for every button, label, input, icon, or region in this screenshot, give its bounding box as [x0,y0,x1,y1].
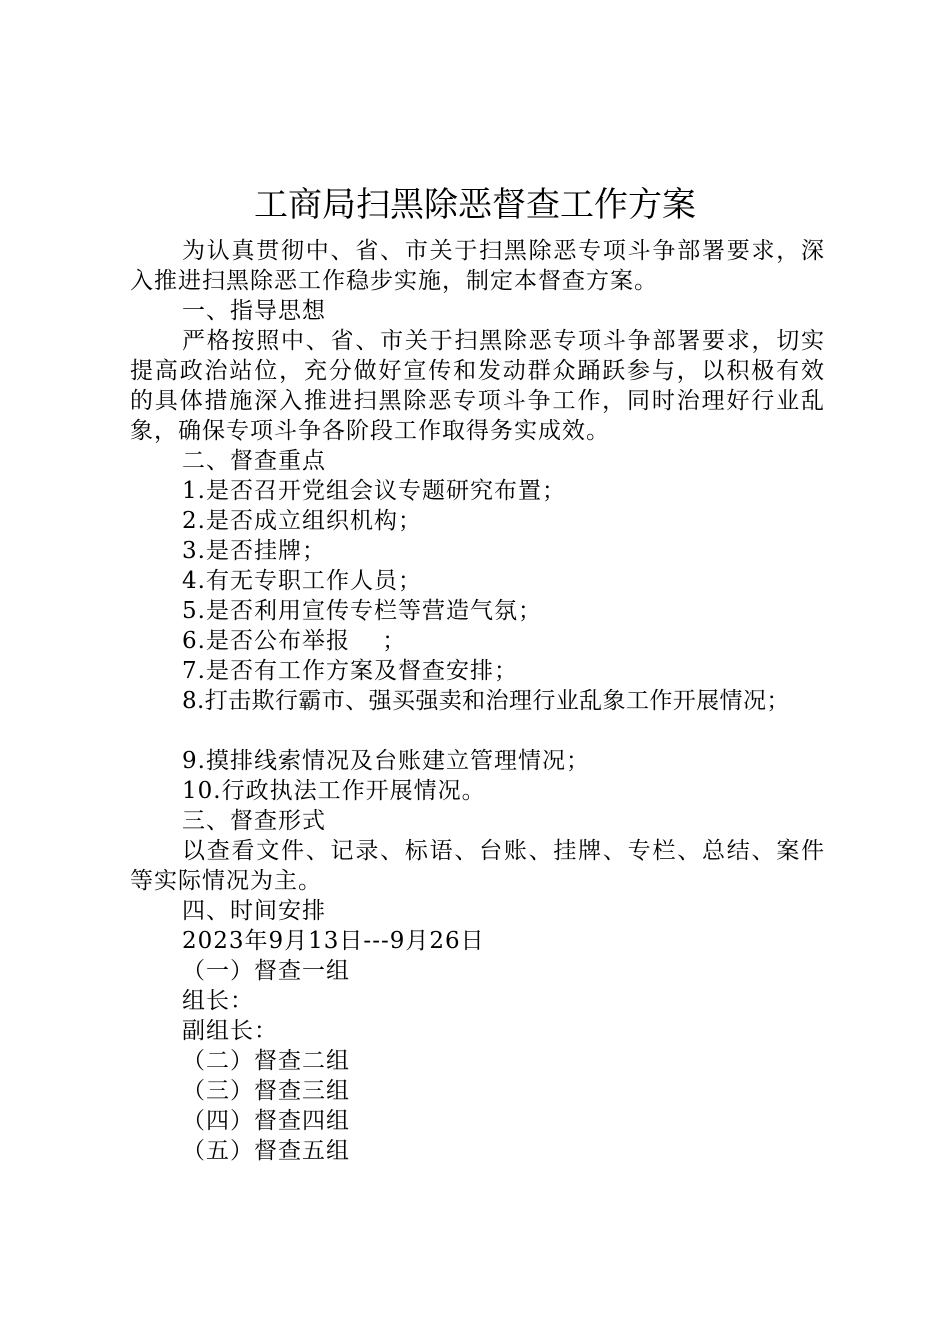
group-deputy-label: 副组长： [182,1018,278,1044]
guiding-thought-paragraph: 严格按照中、省、市关于扫黑除恶专项斗争部署要求，切实提高政治站位，充分做好宣传和发动群众踊跃参与，以积极有效的具体措施深入推进扫黑除恶专项斗争工作，同时治理好行业乱象，确保专项斗争各阶段工作取得务实成效。 [130,328,825,444]
blank-line [130,716,825,746]
focus-item-10: 10.行政执法工作开展情况。 [182,778,486,804]
section-heading-schedule: 四、时间安排 [182,898,326,924]
focus-item-2: 2.是否成立组织机构； [182,508,422,534]
focus-item-4: 4.有无专职工作人员； [182,568,422,594]
focus-item-1: 1.是否召开党组会议专题研究布置； [182,478,566,504]
group-3-label: （三）督查三组 [182,1078,350,1104]
intro-paragraph: 为认真贯彻中、省、市关于扫黑除恶专项斗争部署要求，深入推进扫黑除恶工作稳步实施，制定本督查方案。 [130,238,825,294]
schedule-date: 2023年9月13日---9月26日 [182,928,485,954]
document-body [130,236,825,1166]
focus-item-3: 3.是否挂牌； [182,538,326,564]
focus-item-7: 7.是否有工作方案及督查安排； [182,658,518,684]
section-heading-guiding-thought: 一、指导思想 [182,298,326,324]
focus-item-6: 6.是否公布举报 ； [182,628,407,654]
group-1-label: （一）督查一组 [182,958,350,984]
group-5-label: （五）督查五组 [182,1138,350,1164]
document-title: 工商局扫黑除恶督查工作方案 [254,185,696,225]
section-heading-inspection-form: 三、督查形式 [182,808,326,834]
focus-item-5: 5.是否利用宣传专栏等营造气氛； [182,598,542,624]
focus-item-9: 9.摸排线索情况及台账建立管理情况； [182,748,590,774]
inspection-form-paragraph: 以查看文件、记录、标语、台账、挂牌、专栏、总结、案件等实际情况为主。 [130,838,825,894]
section-heading-inspection-focus: 二、督查重点 [182,448,326,474]
group-4-label: （四）督查四组 [182,1108,350,1134]
group-2-label: （二）督查二组 [182,1048,350,1074]
focus-item-8: 8.打击欺行霸市、强买强卖和治理行业乱象工作开展情况； [182,688,790,714]
group-leader-label: 组长： [182,988,254,1014]
